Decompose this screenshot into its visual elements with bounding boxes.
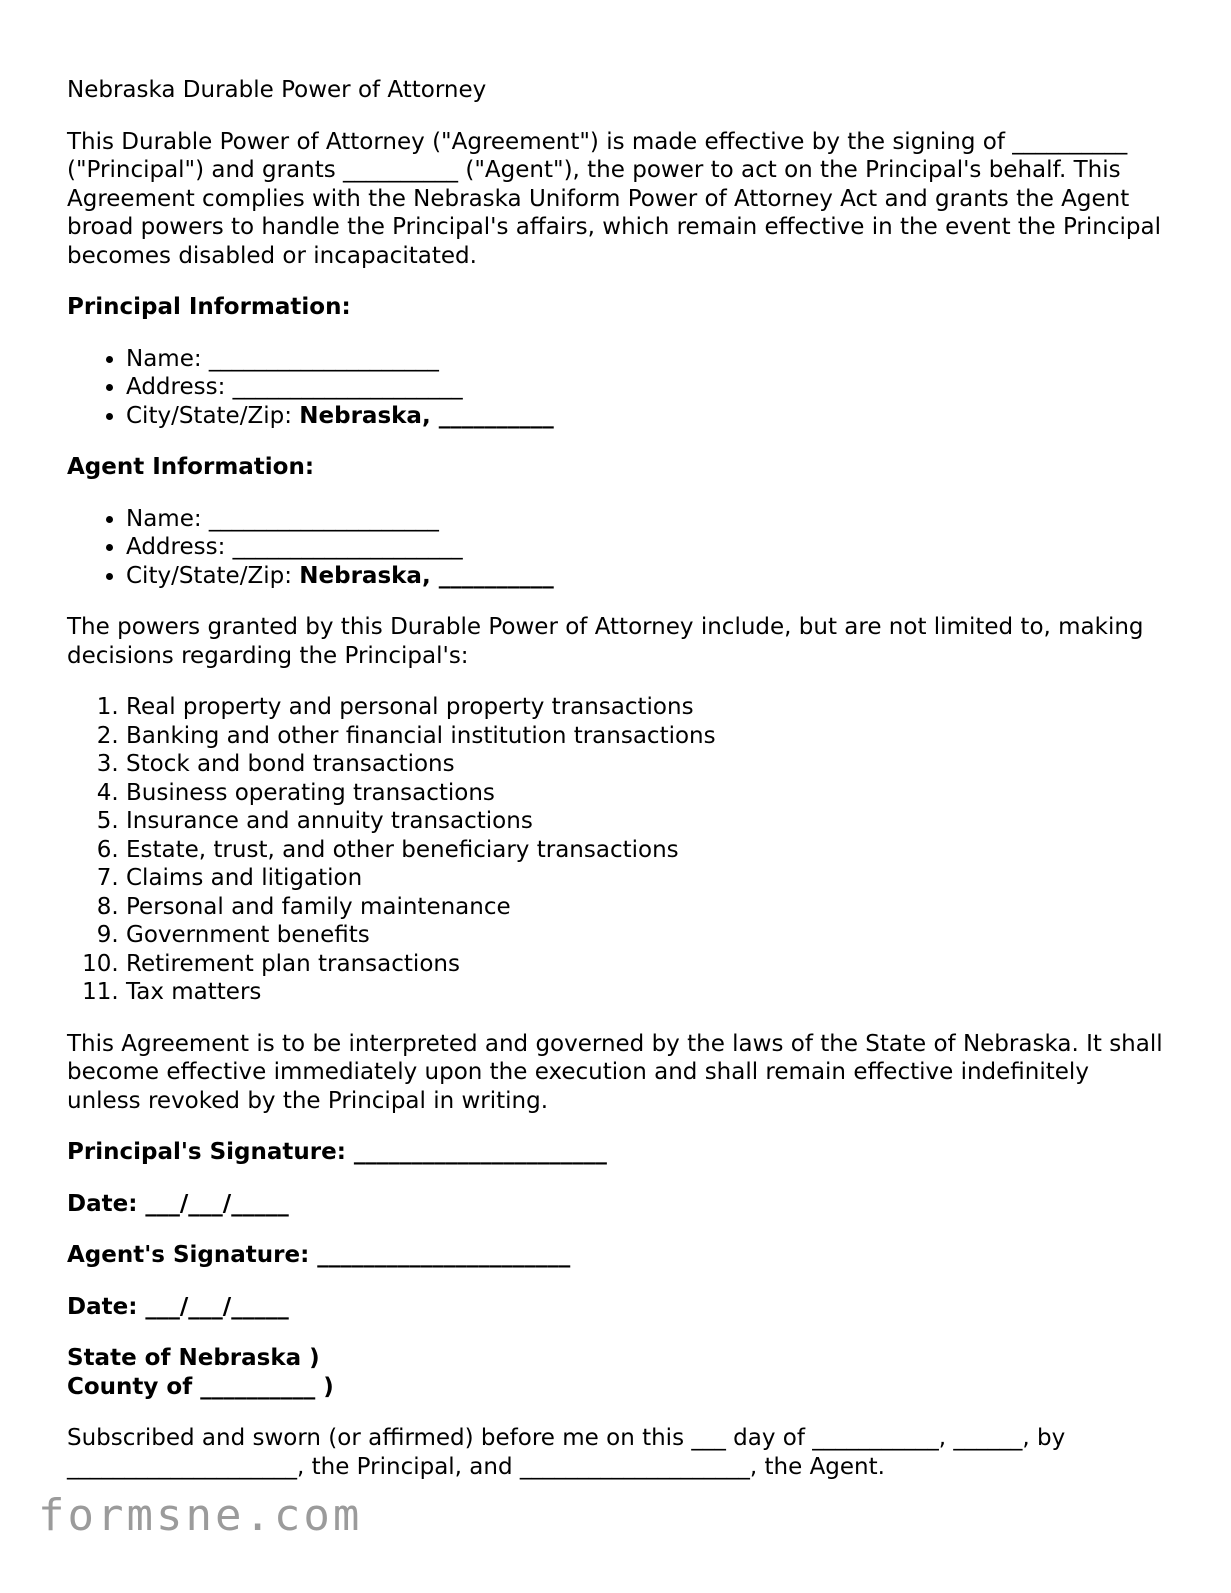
notary-venue: [67, 1344, 1167, 1401]
powers-intro: The powers granted by this Durable Power of Attorney include, but are not limited to, making decisions regarding the Principal's:: [67, 614, 1144, 669]
agent-name-field[interactable]: ____________________: [208, 505, 439, 532]
power-item: 8. Personal and family maintenance: [126, 893, 1167, 922]
governing-law-paragraph: This Agreement is to be interpreted and governed by the laws of the State of Nebraska. It shall become effective immediately upon the execution and shall remain effective indefinitely unless revoked by the Principal in writing.: [67, 1030, 1163, 1114]
agent-city-field[interactable]: Nebraska, __________: [299, 562, 554, 589]
notary-county-line[interactable]: County of __________ ): [67, 1373, 334, 1400]
document-title: Nebraska Durable Power of Attorney: [67, 77, 487, 103]
principal-info-list: [67, 345, 1167, 431]
principal-address-item: [126, 373, 1167, 402]
power-item: 10. Retirement plan transactions: [126, 950, 1167, 979]
principal-name-label: Name:: [126, 345, 209, 372]
principal-city-field[interactable]: Nebraska, __________: [299, 402, 554, 429]
notary-state-line: State of Nebraska ): [67, 1345, 320, 1371]
watermark-logo: formsne.com: [38, 1490, 363, 1541]
agent-date-line[interactable]: Date: ___/___/_____: [67, 1293, 289, 1320]
powers-list: [67, 693, 1167, 1007]
power-item: 9. Government benefits: [126, 921, 1167, 950]
power-item: 7. Claims and litigation: [126, 864, 1167, 893]
intro-paragraph: This Durable Power of Attorney ("Agreement") is made effective by the signing of __________ ("Principal") and grants __________ ("Agent"), the power to act on the Principal's behalf. This Agreement complies with the Nebraska Uniform Power of Attorney Act and grants the Agent broad powers to handle the Principal's affairs, which remain effective in the event the Principal becomes disabled or incapacitated.: [67, 128, 1161, 269]
principal-signature-line[interactable]: Principal's Signature: ______________________: [67, 1139, 607, 1165]
principal-name-field[interactable]: ____________________: [208, 345, 439, 372]
agent-heading: Agent Information:: [67, 454, 315, 480]
power-item: 3. Stock and bond transactions: [126, 750, 1167, 779]
agent-signature-line[interactable]: Agent's Signature: ______________________: [67, 1242, 571, 1268]
power-item: 11. Tax matters: [126, 978, 1167, 1007]
agent-address-field[interactable]: ____________________: [232, 534, 463, 560]
agent-address-label: Address:: [126, 534, 233, 560]
agent-info-list: [67, 505, 1167, 591]
power-item: 4. Business operating transactions: [126, 779, 1167, 808]
agent-city-item: [126, 562, 1167, 591]
power-item: 1. Real property and personal property transactions: [126, 693, 1167, 722]
agent-city-label: City/State/Zip:: [126, 562, 300, 589]
agent-name-item: [126, 505, 1167, 534]
principal-city-label: City/State/Zip:: [126, 402, 300, 429]
power-item: 6. Estate, trust, and other beneficiary transactions: [126, 836, 1167, 865]
agent-address-item: [126, 533, 1167, 562]
document: [67, 76, 1167, 1504]
principal-heading: Principal Information:: [67, 294, 351, 320]
power-item: 2. Banking and other financial institution transactions: [126, 722, 1167, 751]
principal-city-item: [126, 402, 1167, 431]
notary-sworn-paragraph: Subscribed and sworn (or affirmed) before me on this ___ day of ___________, ______, by ____________________, the Principal, and ____________________, the Agent.: [67, 1425, 1066, 1480]
principal-address-label: Address:: [126, 374, 233, 400]
agent-name-label: Name:: [126, 505, 209, 532]
power-item: 5. Insurance and annuity transactions: [126, 807, 1167, 836]
principal-name-item: [126, 345, 1167, 374]
principal-address-field[interactable]: ____________________: [232, 374, 463, 400]
principal-date-line[interactable]: Date: ___/___/_____: [67, 1190, 289, 1217]
